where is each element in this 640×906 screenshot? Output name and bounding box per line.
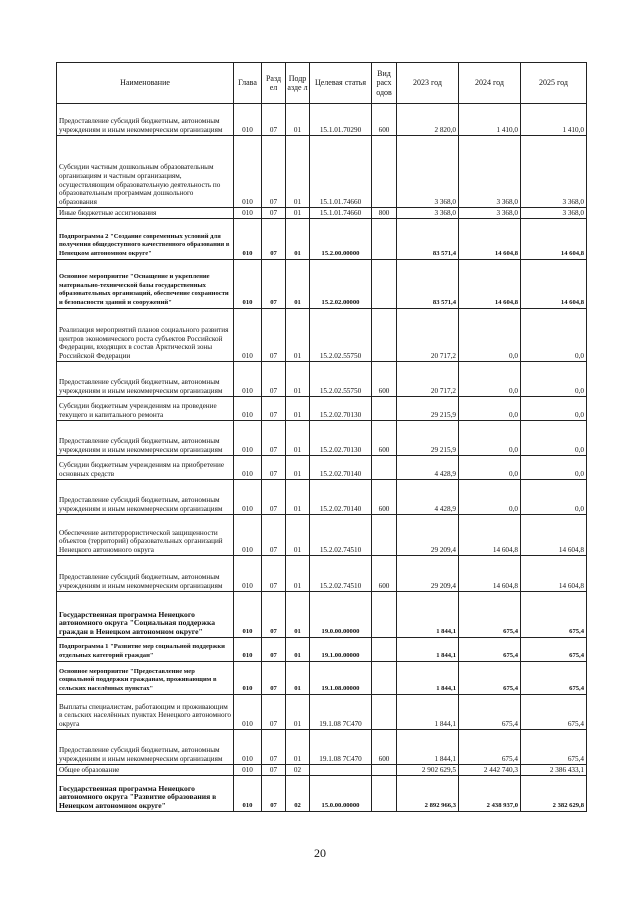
chapter-code: 010 (234, 397, 262, 421)
budget-document (56, 62, 587, 812)
amount-2024: 0,0 (459, 397, 521, 421)
section-code: 07 (262, 556, 286, 592)
section-code: 07 (262, 208, 286, 219)
chapter-code: 010 (234, 765, 262, 776)
amount-2024: 14 604,8 (459, 219, 521, 260)
target-article: 15.2.02.00000 (310, 260, 372, 309)
amount-2025: 1 410,0 (521, 104, 587, 136)
amount-2023: 3 368,0 (397, 208, 459, 219)
table-row (57, 309, 587, 362)
chapter-code: 010 (234, 421, 262, 456)
amount-2025: 0,0 (521, 456, 587, 480)
amount-2023: 1 844,1 (397, 662, 459, 695)
row-name: Субсидии частным дошкольным образовательным организациям и частным организациям, осуществляющим образовательную деятельность по образовательным программам дошкольного образования (57, 136, 234, 208)
target-article: 19.1.08.00000 (310, 662, 372, 695)
table-row (57, 208, 587, 219)
amount-2024: 3 368,0 (459, 208, 521, 219)
expense-type (372, 695, 397, 730)
amount-2024: 1 410,0 (459, 104, 521, 136)
subsection-code: 01 (286, 515, 310, 556)
target-article: 15.1.01.74660 (310, 208, 372, 219)
table-row (57, 662, 587, 695)
table-row (57, 456, 587, 480)
chapter-code: 010 (234, 480, 262, 515)
expense-type: 600 (372, 104, 397, 136)
target-article: 19.0.00.00000 (310, 592, 372, 638)
table-row (57, 638, 587, 662)
chapter-code: 010 (234, 730, 262, 765)
section-code: 07 (262, 456, 286, 480)
chapter-code: 010 (234, 662, 262, 695)
amount-2025: 675,4 (521, 730, 587, 765)
expense-type (372, 776, 397, 812)
expense-type (372, 309, 397, 362)
table-row (57, 556, 587, 592)
subsection-code: 01 (286, 556, 310, 592)
subsection-code: 01 (286, 662, 310, 695)
target-article: 15.2.02.70140 (310, 480, 372, 515)
amount-2023: 3 368,0 (397, 136, 459, 208)
section-code: 07 (262, 104, 286, 136)
row-name: Предоставление субсидий бюджетным, автономным учреждениям и иным некоммерческим организациям (57, 104, 234, 136)
chapter-code: 010 (234, 309, 262, 362)
row-name: Государственная программа Ненецкого автономного округа "Социальная поддержка граждан в Ненецком автономном округе" (57, 592, 234, 638)
row-name: Подпрограмма 1 "Развитие мер социальной поддержки отдельных категорий граждан" (57, 638, 234, 662)
chapter-code: 010 (234, 638, 262, 662)
table-row (57, 219, 587, 260)
amount-2023: 2 902 629,5 (397, 765, 459, 776)
subsection-code: 01 (286, 421, 310, 456)
amount-2025: 0,0 (521, 421, 587, 456)
expense-type (372, 592, 397, 638)
amount-2024: 0,0 (459, 421, 521, 456)
row-name: Предоставление субсидий бюджетным, автономным учреждениям и иным некоммерческим организациям (57, 362, 234, 397)
table-row (57, 776, 587, 812)
target-article: 15.2.02.70130 (310, 421, 372, 456)
row-name: Основное мероприятие "Оснащение и укрепление материально-технической базы государственных образовательных организаций, обеспечение сохранности и безопасности зданий и сооружений" (57, 260, 234, 309)
table-row (57, 765, 587, 776)
amount-2024: 14 604,8 (459, 260, 521, 309)
subsection-code: 02 (286, 776, 310, 812)
expense-type: 600 (372, 421, 397, 456)
expense-type (372, 136, 397, 208)
target-article: 15.2.02.70130 (310, 397, 372, 421)
amount-2024: 675,4 (459, 730, 521, 765)
subsection-code: 01 (286, 104, 310, 136)
section-code: 07 (262, 515, 286, 556)
section-code: 07 (262, 662, 286, 695)
subsection-code: 01 (286, 592, 310, 638)
subsection-code: 01 (286, 695, 310, 730)
table-row (57, 104, 587, 136)
subsection-code: 01 (286, 208, 310, 219)
expense-type (372, 456, 397, 480)
amount-2025: 14 604,8 (521, 219, 587, 260)
amount-2025: 675,4 (521, 695, 587, 730)
row-name: Предоставление субсидий бюджетным, автономным учреждениям и иным некоммерческим организациям (57, 421, 234, 456)
target-article: 19.1.08 7С470 (310, 730, 372, 765)
amount-2023: 29 209,4 (397, 515, 459, 556)
expense-type: 800 (372, 208, 397, 219)
amount-2023: 1 844,1 (397, 638, 459, 662)
expense-type (372, 765, 397, 776)
chapter-code: 010 (234, 776, 262, 812)
amount-2023: 20 717,2 (397, 309, 459, 362)
row-name: Предоставление субсидий бюджетным, автономным учреждениям и иным некоммерческим организациям (57, 556, 234, 592)
amount-2025: 3 368,0 (521, 136, 587, 208)
row-name: Субсидии бюджетным учреждениям на приобретение основных средств (57, 456, 234, 480)
expense-type (372, 219, 397, 260)
row-name: Подпрограмма 2 "Создание современных условий для получения общедоступного качественного образования в Ненецком автономном округе" (57, 219, 234, 260)
amount-2023: 4 428,9 (397, 456, 459, 480)
amount-2025: 0,0 (521, 397, 587, 421)
section-code: 07 (262, 362, 286, 397)
amount-2025: 14 604,8 (521, 260, 587, 309)
amount-2024: 0,0 (459, 456, 521, 480)
target-article: 15.1.01.74660 (310, 136, 372, 208)
target-article: 15.2.02.55750 (310, 309, 372, 362)
target-article: 15.2.02.55750 (310, 362, 372, 397)
target-article: 15.2.00.00000 (310, 219, 372, 260)
chapter-code: 010 (234, 104, 262, 136)
amount-2025: 675,4 (521, 638, 587, 662)
amount-2025: 0,0 (521, 480, 587, 515)
column-header: 2024 год (459, 63, 521, 104)
section-code: 07 (262, 730, 286, 765)
target-article: 19.1.00.00000 (310, 638, 372, 662)
table-row (57, 136, 587, 208)
section-code: 07 (262, 309, 286, 362)
amount-2024: 14 604,8 (459, 556, 521, 592)
amount-2024: 2 438 937,0 (459, 776, 521, 812)
amount-2023: 29 209,4 (397, 556, 459, 592)
row-name: Иные бюджетные ассигнования (57, 208, 234, 219)
row-name: Выплаты специалистам, работающим и проживающим в сельских населённых пунктах Ненецкого автономного округа (57, 695, 234, 730)
amount-2023: 2 892 966,3 (397, 776, 459, 812)
table-row (57, 397, 587, 421)
row-name: Субсидии бюджетным учреждениям на проведение текущего и капитального ремонта (57, 397, 234, 421)
column-header: Вид расх одов (372, 63, 397, 104)
amount-2023: 1 844,1 (397, 730, 459, 765)
amount-2024: 675,4 (459, 638, 521, 662)
amount-2023: 1 844,1 (397, 695, 459, 730)
chapter-code: 010 (234, 260, 262, 309)
subsection-code: 01 (286, 260, 310, 309)
target-article: 15.1.01.70290 (310, 104, 372, 136)
row-name: Реализация мероприятий планов социального развития центров экономического роста субъектов Российской Федерации, входящих в состав Арктической зоны Российской Федерации (57, 309, 234, 362)
subsection-code: 01 (286, 309, 310, 362)
section-code: 07 (262, 136, 286, 208)
amount-2024: 0,0 (459, 309, 521, 362)
row-name: Общее образование (57, 765, 234, 776)
amount-2024: 0,0 (459, 362, 521, 397)
row-name: Предоставление субсидий бюджетным, автономным учреждениям и иным некоммерческим организациям (57, 730, 234, 765)
expense-type: 600 (372, 730, 397, 765)
target-article: 15.2.02.74510 (310, 556, 372, 592)
amount-2024: 675,4 (459, 662, 521, 695)
amount-2025: 2 386 433,1 (521, 765, 587, 776)
row-name: Государственная программа Ненецкого автономного округа "Развитие образования в Ненецком автономном округе" (57, 776, 234, 812)
section-code: 07 (262, 421, 286, 456)
budget-table (56, 62, 587, 812)
section-code: 07 (262, 219, 286, 260)
expense-type: 600 (372, 480, 397, 515)
amount-2025: 675,4 (521, 592, 587, 638)
amount-2024: 3 368,0 (459, 136, 521, 208)
row-name: Обеспечение антитеррористической защищенности объектов (территорий) образовательных организаций Ненецкого автономного округа (57, 515, 234, 556)
column-header: Разд ел (262, 63, 286, 104)
amount-2023: 2 820,0 (397, 104, 459, 136)
amount-2024: 14 604,8 (459, 515, 521, 556)
amount-2024: 2 442 740,3 (459, 765, 521, 776)
chapter-code: 010 (234, 219, 262, 260)
page-number: 20 (314, 846, 326, 860)
table-row (57, 695, 587, 730)
table-row (57, 362, 587, 397)
table-row (57, 515, 587, 556)
amount-2025: 0,0 (521, 309, 587, 362)
section-code: 07 (262, 260, 286, 309)
subsection-code: 02 (286, 765, 310, 776)
expense-type (372, 515, 397, 556)
target-article: 15.2.02.74510 (310, 515, 372, 556)
section-code: 07 (262, 638, 286, 662)
section-code: 07 (262, 695, 286, 730)
amount-2023: 83 571,4 (397, 260, 459, 309)
section-code: 07 (262, 776, 286, 812)
amount-2024: 675,4 (459, 592, 521, 638)
amount-2025: 675,4 (521, 662, 587, 695)
row-name: Основное мероприятие "Предоставление мер социальной поддержки гражданам, проживающим в сельских населённых пунктах" (57, 662, 234, 695)
subsection-code: 01 (286, 397, 310, 421)
table-row (57, 730, 587, 765)
amount-2023: 29 215,9 (397, 421, 459, 456)
expense-type (372, 397, 397, 421)
target-article: 15.2.02.70140 (310, 456, 372, 480)
target-article: 15.0.00.00000 (310, 776, 372, 812)
column-header: 2023 год (397, 63, 459, 104)
table-row (57, 260, 587, 309)
row-name: Предоставление субсидий бюджетным, автономным учреждениям и иным некоммерческим организациям (57, 480, 234, 515)
section-code: 07 (262, 397, 286, 421)
subsection-code: 01 (286, 480, 310, 515)
chapter-code: 010 (234, 362, 262, 397)
column-header: Целевая статья (310, 63, 372, 104)
chapter-code: 010 (234, 456, 262, 480)
amount-2023: 1 844,1 (397, 592, 459, 638)
table-row (57, 421, 587, 456)
section-code: 07 (262, 592, 286, 638)
amount-2024: 0,0 (459, 480, 521, 515)
section-code: 07 (262, 765, 286, 776)
amount-2025: 14 604,8 (521, 515, 587, 556)
target-article: 19.1.08 7С470 (310, 695, 372, 730)
section-code: 07 (262, 480, 286, 515)
chapter-code: 010 (234, 592, 262, 638)
subsection-code: 01 (286, 219, 310, 260)
amount-2023: 4 428,9 (397, 480, 459, 515)
amount-2023: 83 571,4 (397, 219, 459, 260)
table-body (57, 104, 587, 812)
expense-type (372, 260, 397, 309)
subsection-code: 01 (286, 456, 310, 480)
chapter-code: 010 (234, 556, 262, 592)
column-header: Наименование (57, 63, 234, 104)
amount-2024: 675,4 (459, 695, 521, 730)
expense-type (372, 662, 397, 695)
expense-type: 600 (372, 556, 397, 592)
expense-type (372, 638, 397, 662)
amount-2023: 20 717,2 (397, 362, 459, 397)
target-article (310, 765, 372, 776)
amount-2025: 3 368,0 (521, 208, 587, 219)
subsection-code: 01 (286, 362, 310, 397)
column-header: 2025 год (521, 63, 587, 104)
column-header: Подр азде л (286, 63, 310, 104)
table-header-row (57, 63, 587, 104)
column-header: Глава (234, 63, 262, 104)
amount-2023: 29 215,9 (397, 397, 459, 421)
chapter-code: 010 (234, 695, 262, 730)
subsection-code: 01 (286, 730, 310, 765)
expense-type: 600 (372, 362, 397, 397)
subsection-code: 01 (286, 136, 310, 208)
subsection-code: 01 (286, 638, 310, 662)
table-row (57, 592, 587, 638)
amount-2025: 14 604,8 (521, 556, 587, 592)
table-row (57, 480, 587, 515)
amount-2025: 2 382 629,8 (521, 776, 587, 812)
chapter-code: 010 (234, 515, 262, 556)
chapter-code: 010 (234, 136, 262, 208)
chapter-code: 010 (234, 208, 262, 219)
amount-2025: 0,0 (521, 362, 587, 397)
